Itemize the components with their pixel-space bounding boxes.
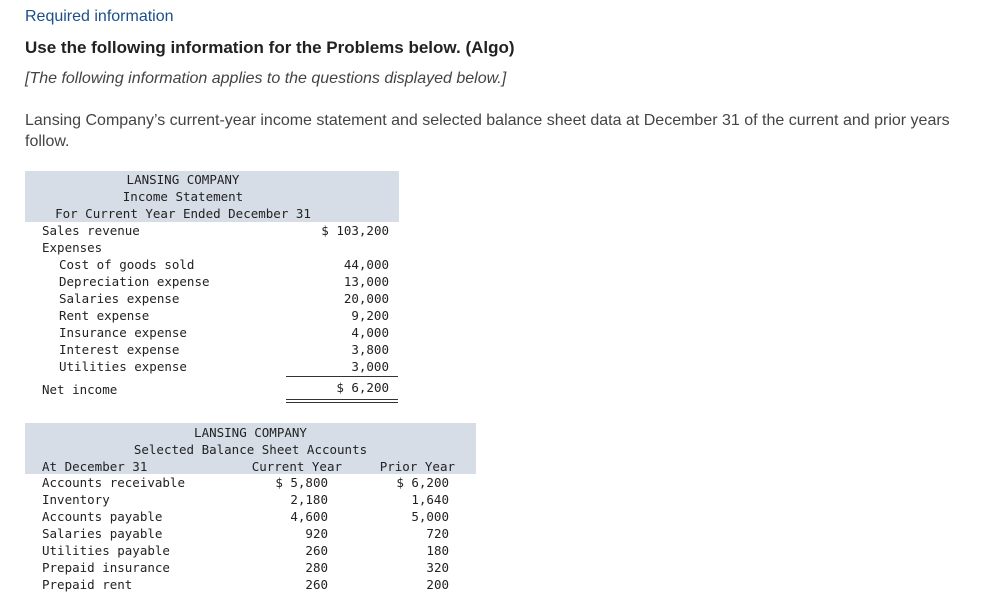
required-information-label: Required information <box>25 8 174 25</box>
double-rule-bottom <box>286 402 398 403</box>
expense-label: Utilities expense <box>59 359 187 374</box>
expense-label: Insurance expense <box>59 325 187 340</box>
expense-value: 44,000 <box>343 257 389 272</box>
table-row: Accounts receivable <box>42 475 185 490</box>
prior-year-value: 720 <box>426 526 449 541</box>
income-statement-header <box>25 171 399 222</box>
bs-title: Selected Balance Sheet Accounts <box>133 442 368 457</box>
prior-year-value: 320 <box>426 560 449 575</box>
prior-year-value: 5,000 <box>411 509 449 524</box>
applies-note: [The following information applies to the questions displayed below.] <box>25 70 507 87</box>
subtotal-rule <box>286 376 398 377</box>
expense-label: Rent expense <box>59 308 150 323</box>
bs-col-prior-year: Prior Year <box>379 459 455 474</box>
table-row: Inventory <box>42 492 110 507</box>
prior-year-value: $ 6,200 <box>396 475 449 490</box>
expense-label: Salaries expense <box>59 291 180 306</box>
bs-company-name: LANSING COMPANY <box>194 425 307 440</box>
table-row: Prepaid insurance <box>42 560 170 575</box>
table-row: Accounts payable <box>42 509 163 524</box>
prior-year-value: 1,640 <box>411 492 449 507</box>
net-income-label: Net income <box>42 382 118 397</box>
problem-heading: Use the following information for the Problems below. (Algo) <box>25 38 515 57</box>
expense-label: Interest expense <box>59 342 180 357</box>
expense-value: 13,000 <box>343 274 389 289</box>
bs-col-date-label: At December 31 <box>42 459 148 474</box>
prior-year-value: 180 <box>426 543 449 558</box>
current-year-value: 920 <box>305 526 328 541</box>
balance-sheet-table <box>25 423 476 592</box>
double-rule-top <box>286 399 398 400</box>
bs-col-current-year: Current Year <box>251 459 342 474</box>
prior-year-value: 200 <box>426 577 449 592</box>
table-row: Prepaid rent <box>42 577 133 592</box>
expenses-label: Expenses <box>42 240 103 255</box>
net-income-value: $ 6,200 <box>336 380 389 395</box>
current-year-value: 2,180 <box>290 492 328 507</box>
current-year-value: 260 <box>305 577 328 592</box>
current-year-value: 4,600 <box>290 509 328 524</box>
income-statement-table <box>25 171 399 397</box>
expense-label: Depreciation expense <box>59 274 210 289</box>
intro-paragraph: Lansing Company’s current-year income statement and selected balance sheet data at December 31 of the current and prior years follow. <box>25 112 950 150</box>
sales-revenue-label: Sales revenue <box>42 223 140 238</box>
balance-sheet-header <box>25 423 476 474</box>
sales-revenue-value: $ 103,200 <box>321 223 389 238</box>
is-period: For Current Year Ended December 31 <box>55 206 311 221</box>
is-company-name: LANSING COMPANY <box>126 172 240 187</box>
table-row: Salaries payable <box>42 526 163 541</box>
expense-value: 20,000 <box>343 291 389 306</box>
expense-value: 3,000 <box>351 359 389 374</box>
expense-value: 3,800 <box>351 342 389 357</box>
current-year-value: 260 <box>305 543 328 558</box>
current-year-value: $ 5,800 <box>275 475 328 490</box>
expense-value: 4,000 <box>351 325 389 340</box>
expense-label: Cost of goods sold <box>59 257 195 272</box>
table-row: Utilities payable <box>42 543 170 558</box>
is-title: Income Statement <box>122 189 244 204</box>
expense-value: 9,200 <box>351 308 389 323</box>
current-year-value: 280 <box>305 560 328 575</box>
